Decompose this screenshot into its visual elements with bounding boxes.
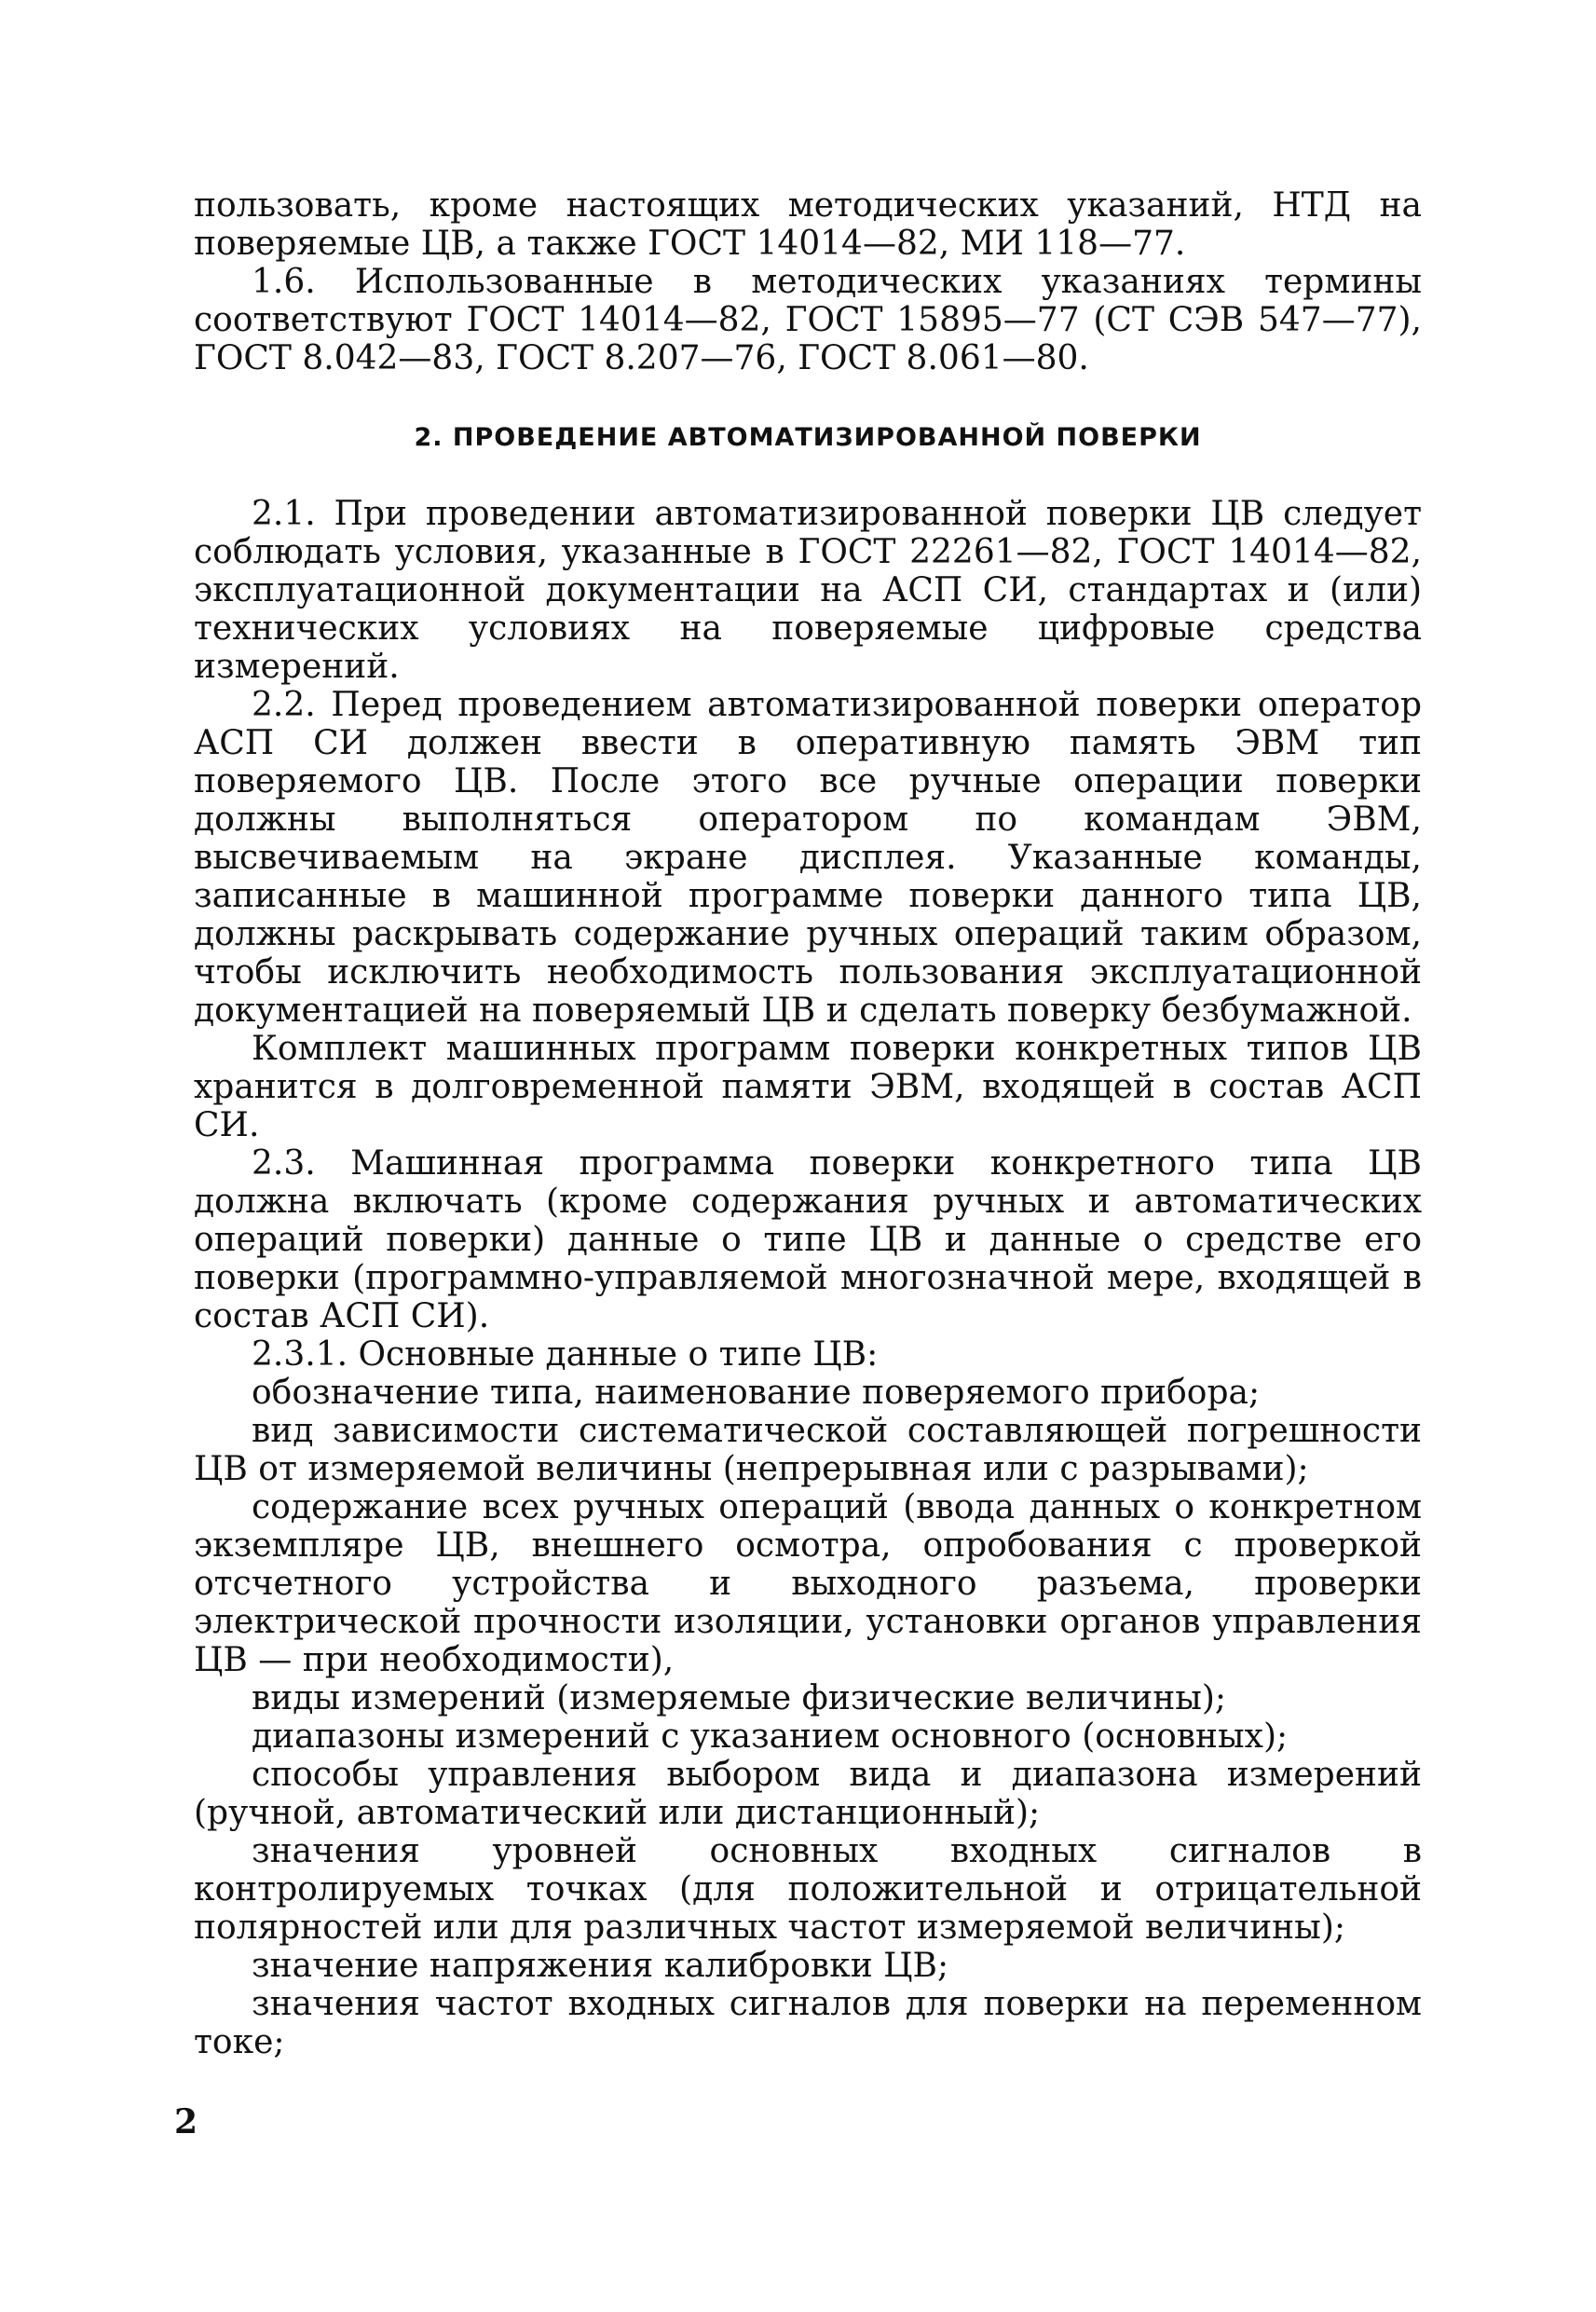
- list-item: способы управления выбором вида и диапазона измерений (ручной, автоматический или дистанционный);: [194, 1756, 1422, 1832]
- body-text: [194, 186, 1422, 2061]
- paragraph-2-3: 2.3. Машинная программа поверки конкретного типа ЦВ должна включать (кроме содержания ручных и автоматических операций поверки) данные о типе ЦВ и данные о средстве его поверки (программно-управляемой многозначной мере, входящей в состав АСП СИ).: [194, 1144, 1422, 1335]
- list-item: значение напряжения калибровки ЦВ;: [252, 1947, 949, 1985]
- list-item: значения уровней основных входных сигналов в контролируемых точках (для положительной и отрицательной полярностей или для различных частот измеряемой величины);: [194, 1832, 1422, 1947]
- list-item: вид зависимости систематической составляющей погрешности ЦВ от измеряемой величины (непрерывная или с разрывами);: [194, 1412, 1422, 1488]
- list-item: обозначение типа, наименование поверяемого прибора;: [252, 1374, 1261, 1412]
- paragraph-2-2: 2.2. Перед проведением автоматизированной поверки оператор АСП СИ должен ввести в оперативную память ЭВМ тип поверяемого ЦВ. После этого все ручные операции поверки должны выполняться оператором по командам ЭВМ, высвечиваемым на экране дисплея. Указанные команды, записанные в машинной программе поверки данного типа ЦВ, должны раскрывать содержание ручных операций таким образом, чтобы исключить необходимость пользования эксплуатационной документацией на поверяемый ЦВ и сделать поверку безбумажной.: [194, 686, 1422, 1030]
- list-item: значения частот входных сигналов для поверки на переменном токе;: [194, 1985, 1422, 2061]
- list-item: виды измерений (измеряемые физические величины);: [252, 1679, 1227, 1717]
- paragraph-2-2-kit: Комплект машинных программ поверки конкретных типов ЦВ хранится в долговременной памяти ЭВМ, входящей в состав АСП СИ.: [194, 1030, 1422, 1144]
- page-number: 2: [174, 2102, 198, 2141]
- list-item: диапазоны измерений с указанием основного (основных);: [252, 1717, 1289, 1756]
- paragraph-1-6: 1.6. Использованные в методических указаниях термины соответствуют ГОСТ 14014—82, ГОСТ 15895—77 (СТ СЭВ 547—77), ГОСТ 8.042—83, ГОСТ 8.207—76, ГОСТ 8.061—80.: [194, 263, 1422, 377]
- paragraph-2-3-1: 2.3.1. Основные данные о типе ЦВ:: [252, 1335, 879, 1374]
- list-item: содержание всех ручных операций (ввода данных о конкретном экземпляре ЦВ, внешнего осмотра, опробования с проверкой отсчетного устройства и выходного разъема, проверки электрической прочности изоляции, установки органов управления ЦВ — при необходимости),: [194, 1488, 1422, 1679]
- paragraph-continuation: пользовать, кроме настоящих методических указаний, НТД на поверяемые ЦВ, а также ГОСТ 14014—82, МИ 118—77.: [194, 186, 1422, 263]
- section-heading: 2. ПРОВЕДЕНИЕ АВТОМАТИЗИРОВАННОЙ ПОВЕРКИ: [414, 423, 1202, 452]
- paragraph-2-1: 2.1. При проведении автоматизированной поверки ЦВ следует соблюдать условия, указанные в ГОСТ 22261—82, ГОСТ 14014—82, эксплуатационной документации на АСП СИ, стандартах и (или) технических условиях на поверяемые цифровые средства измерений.: [194, 495, 1422, 686]
